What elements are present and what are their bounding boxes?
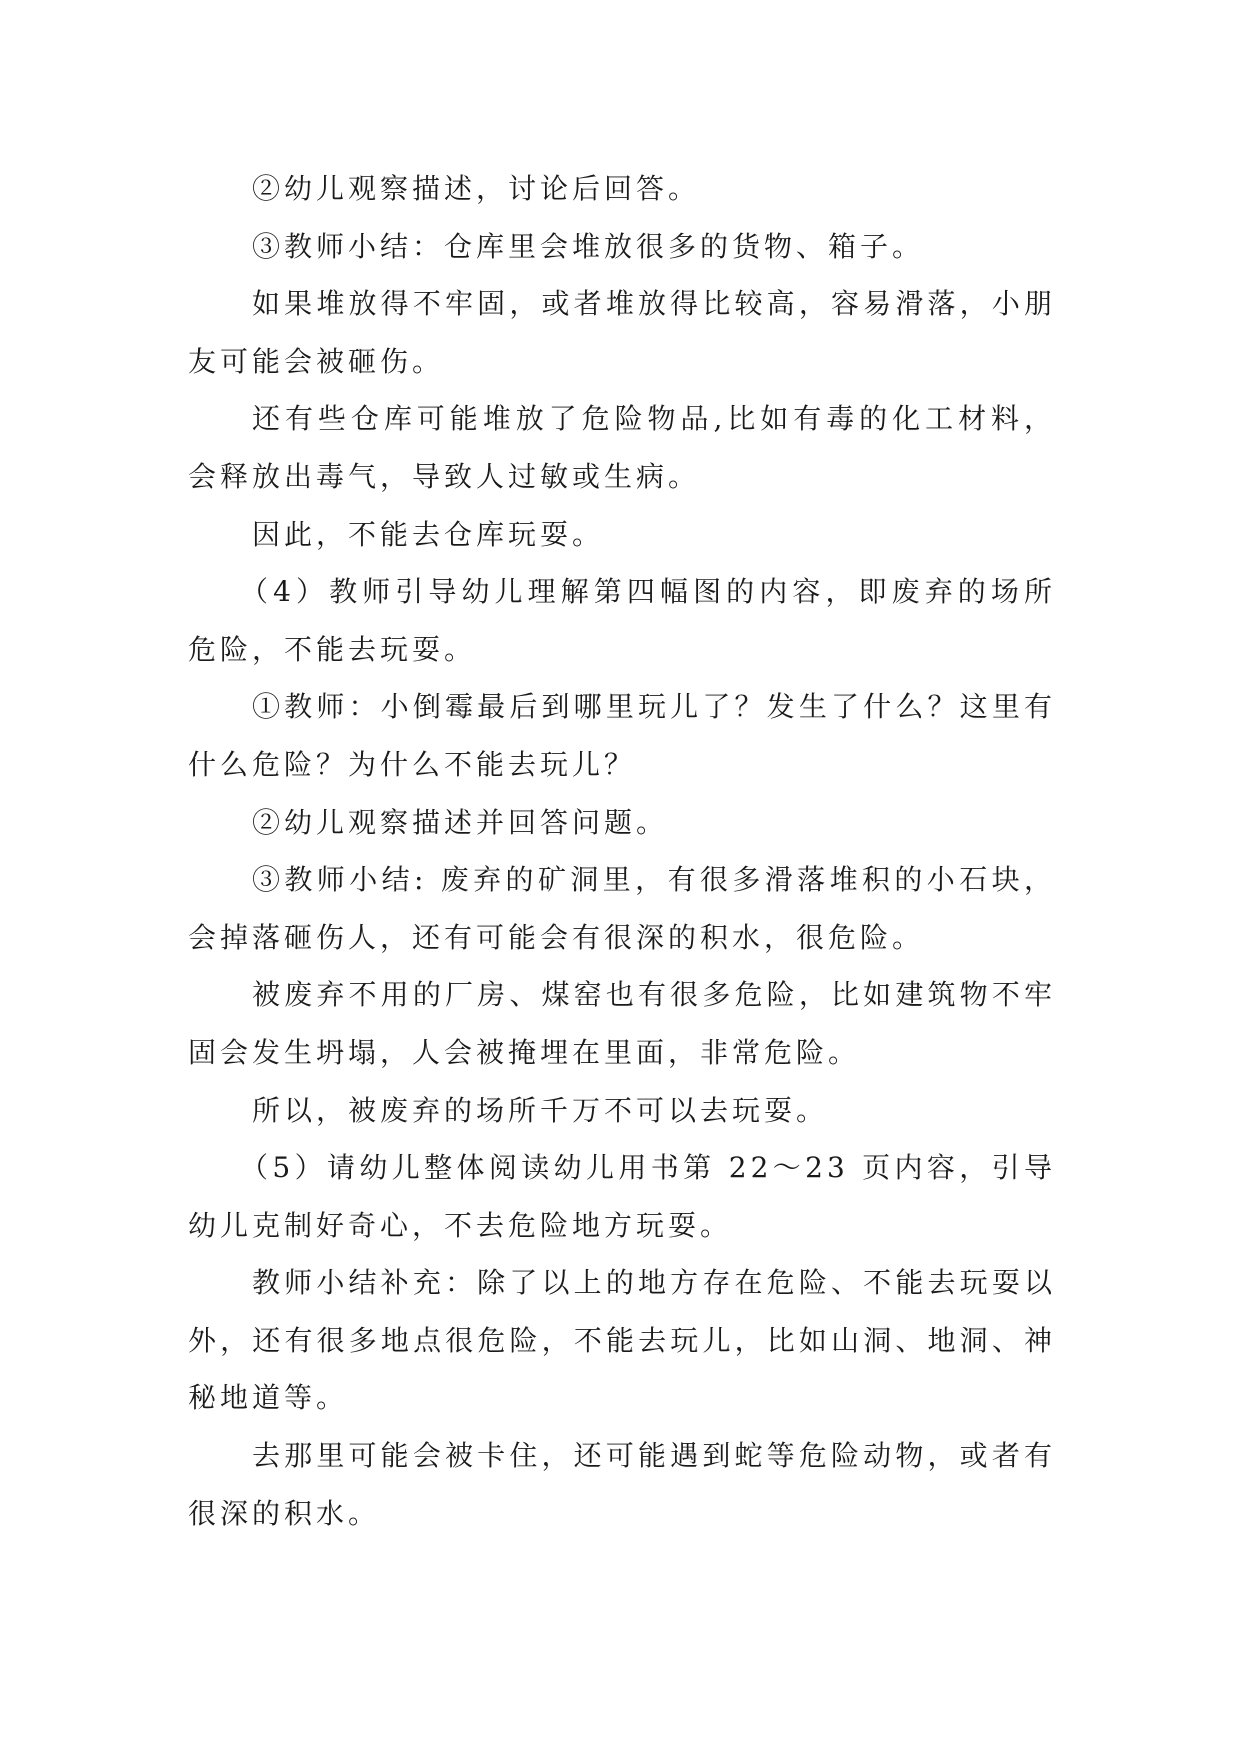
paragraph: 教师小结补充：除了以上的地方存在危险、不能去玩耍以外，还有很多地点很危险，不能去玩儿，比如山洞、地洞、神秘地道等。 xyxy=(188,1266,1056,1415)
paragraph: 因此，不能去仓库玩耍。 xyxy=(252,517,605,551)
paragraph: ①教师：小倒霉最后到哪里玩儿了？发生了什么？这里有什么危险？为什么不能去玩儿？ xyxy=(188,690,1056,781)
paragraph: 去那里可能会被卡住，还可能遇到蛇等危险动物，或者有很深的积水。 xyxy=(188,1439,1056,1530)
paragraph: （4）教师引导幼儿理解第四幅图的内容，即废弃的场所危险，不能去玩耍。 xyxy=(188,575,1056,666)
paragraph: 如果堆放得不牢固，或者堆放得比较高，容易滑落，小朋友可能会被砸伤。 xyxy=(188,287,1056,378)
paragraph: ③教师小结：仓库里会堆放很多的货物、箱子。 xyxy=(252,229,925,263)
paragraph: ③教师小结: 废弃的矿洞里，有很多滑落堆积的小石块，会掉落砸伤人，还有可能会有很深的积水，很危险。 xyxy=(188,863,1056,954)
paragraph: （5）请幼儿整体阅读幼儿用书第 22～23 页内容，引导幼儿克制好奇心，不去危险地方玩耍。 xyxy=(188,1151,1056,1242)
paragraph: ②幼儿观察描述，讨论后回答。 xyxy=(252,172,701,205)
paragraph: ②幼儿观察描述并回答问题。 xyxy=(252,805,669,839)
paragraph: 被废弃不用的厂房、煤窑也有很多危险，比如建筑物不牢固会发生坍塌，人会被掩埋在里面，非常危险。 xyxy=(188,978,1056,1069)
document-body xyxy=(188,160,1056,1542)
paragraph: 还有些仓库可能堆放了危险物品,比如有毒的化工材料，会释放出毒气，导致人过敏或生病。 xyxy=(188,402,1056,493)
paragraph: 所以，被废弃的场所千万不可以去玩耍。 xyxy=(252,1093,829,1127)
